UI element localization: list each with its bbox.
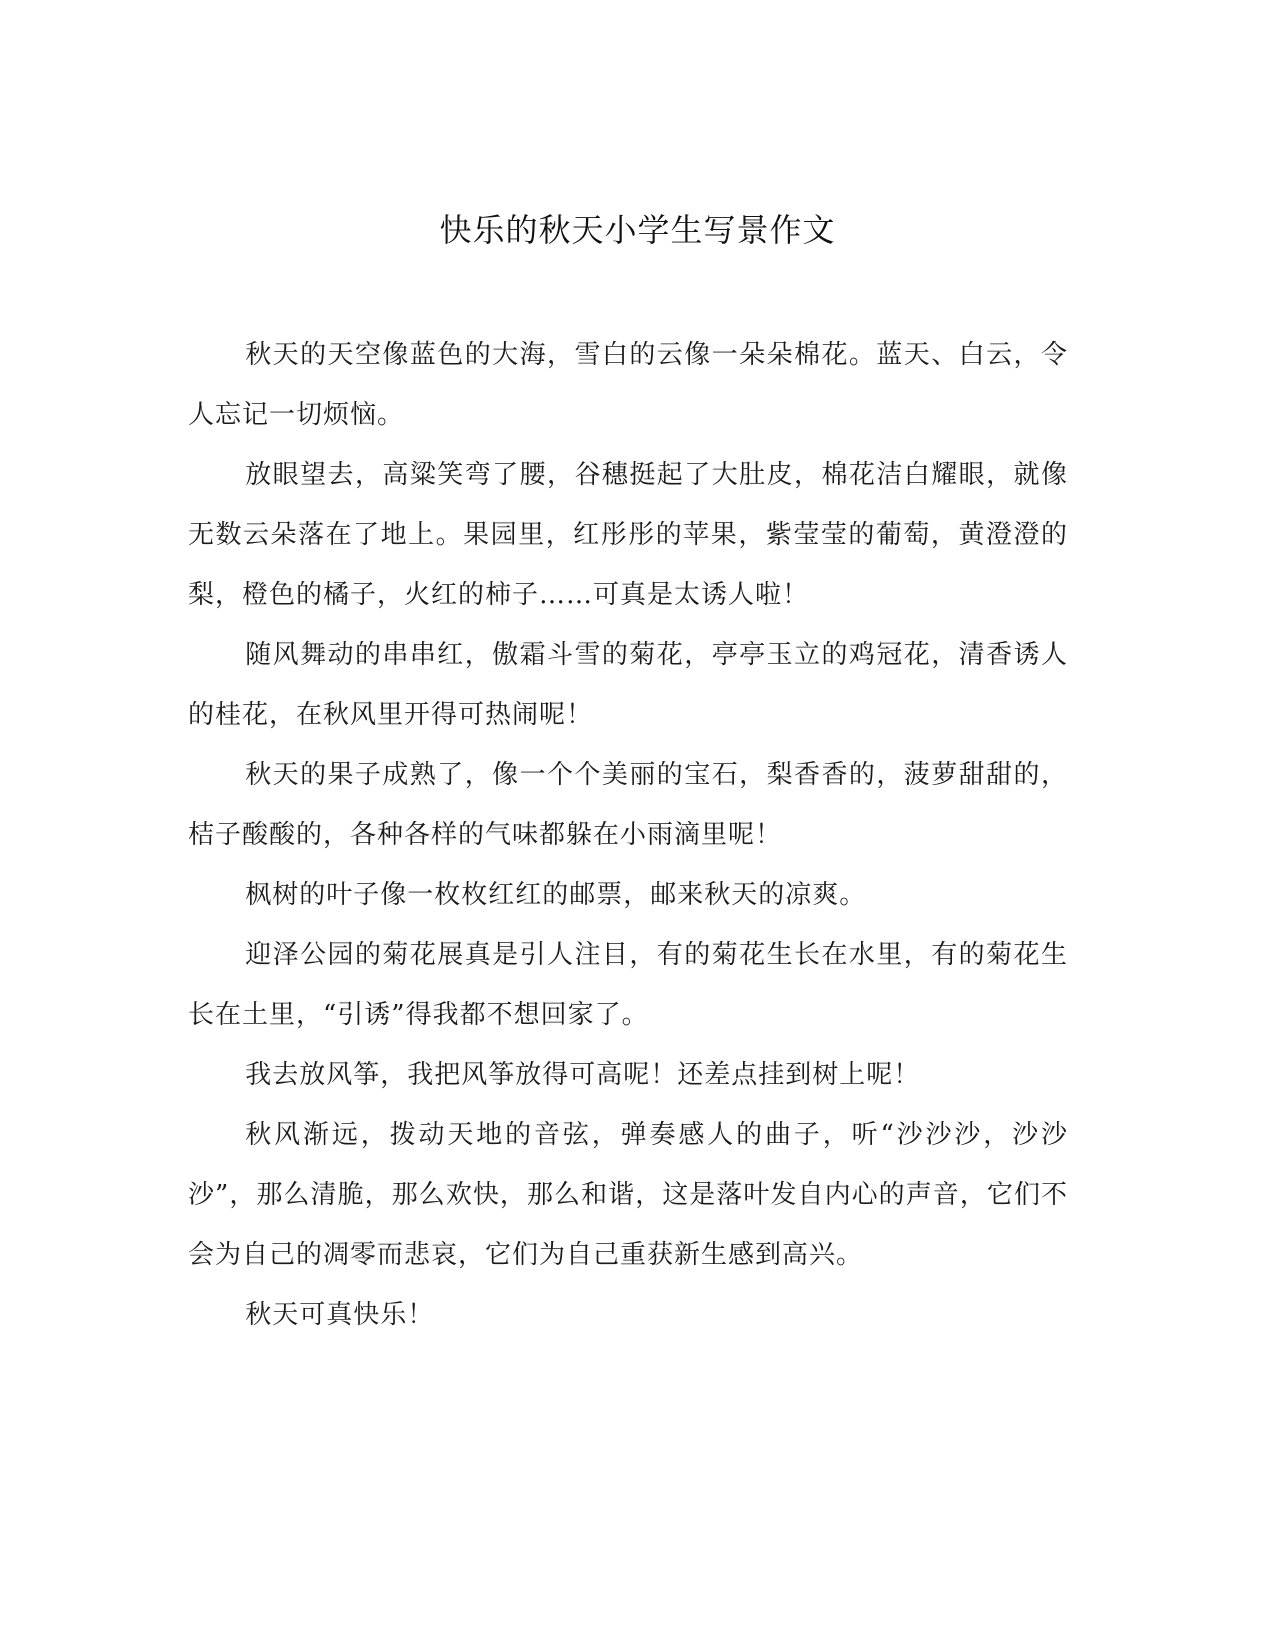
paragraph-3: 随风舞动的串串红，傲霜斗雪的菊花，亭亭玉立的鸡冠花，清香诱人的桂花，在秋风里开得可热闹呢！: [188, 640, 1068, 730]
paragraph-4: 秋天的果子成熟了，像一个个美丽的宝石，梨香香的，菠萝甜甜的，桔子酸酸的，各种各样的气味都躲在小雨滴里呢！: [188, 760, 1068, 850]
document-title: 快乐的秋天小学生写景作文: [439, 211, 836, 249]
paragraph-1: 秋天的天空像蓝色的大海，雪白的云像一朵朵棉花。蓝天、白云，令人忘记一切烦恼。: [188, 340, 1068, 430]
paragraph-7: 我去放风筝，我把风筝放得可高呢！还差点挂到树上呢！: [245, 1060, 921, 1090]
paragraph-8: 秋风渐远，拨动天地的音弦，弹奏感人的曲子，听“沙沙沙，沙沙沙”，那么清脆，那么欢快，那么和谐，这是落叶发自内心的声音，它们不会为自己的凋零而悲哀，它们为自己重获新生感到高兴。: [188, 1120, 1068, 1270]
paragraph-5: 枫树的叶子像一枚枚红红的邮票，邮来秋天的凉爽。: [245, 880, 867, 910]
paragraph-2: 放眼望去，高粱笑弯了腰，谷穗挺起了大肚皮，棉花洁白耀眼，就像无数云朵落在了地上。果园里，红彤彤的苹果，紫莹莹的葡萄，黄澄澄的梨，橙色的橘子，火红的柿子……可真是太诱人啦！: [188, 460, 1068, 610]
paragraph-6: 迎泽公园的菊花展真是引人注目，有的菊花生长在水里，有的菊花生长在土里，“引诱”得我都不想回家了。: [188, 940, 1068, 1030]
paragraph-9: 秋天可真快乐！: [245, 1300, 435, 1330]
document-body: [188, 325, 1068, 1345]
